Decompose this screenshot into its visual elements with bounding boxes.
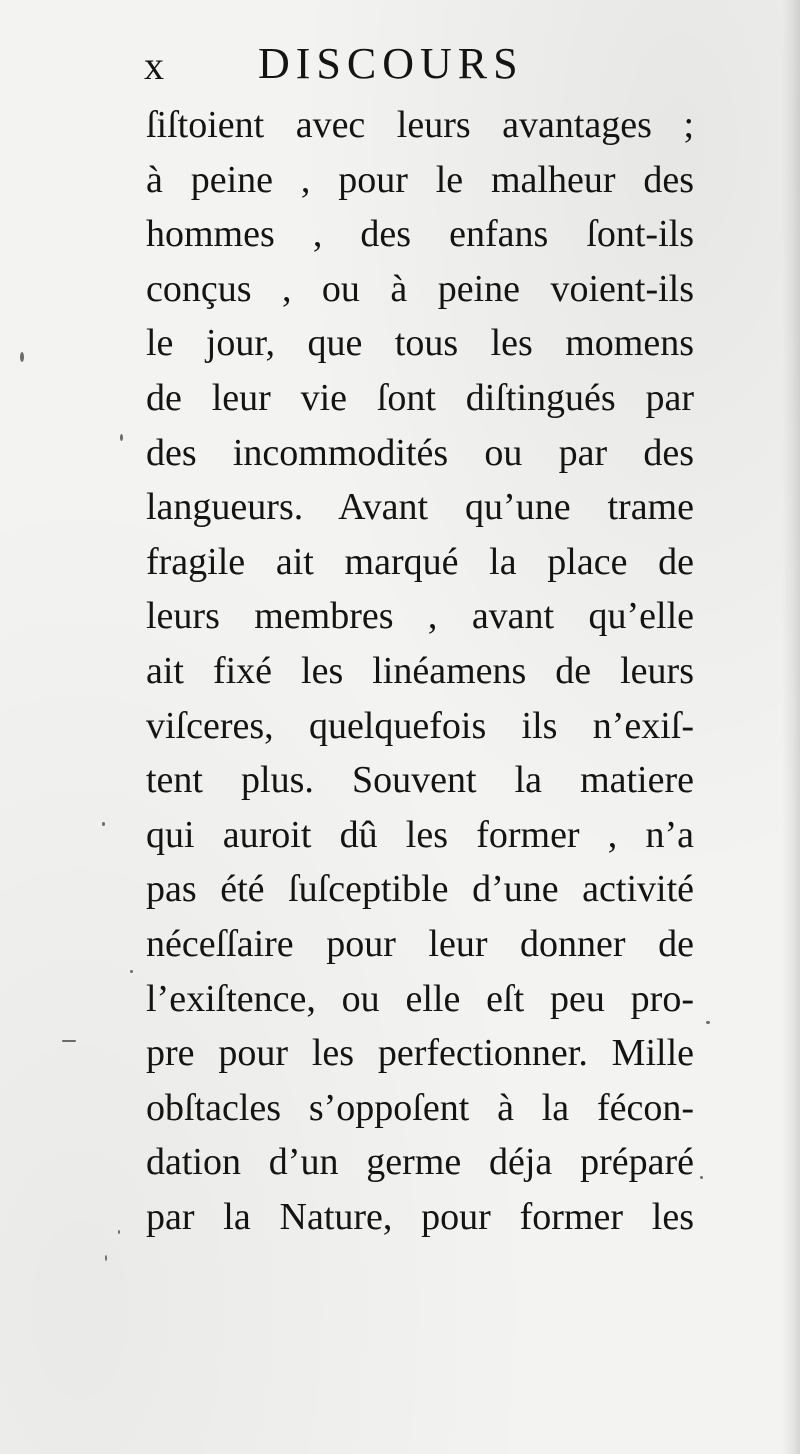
text-line: par la Nature, pour former les <box>146 1195 694 1238</box>
text-line: néceſſaire pour leur donner de <box>146 922 694 965</box>
text-line: l’exiſtence, ou elle eſt peu pro- <box>146 977 694 1020</box>
text-line: obſtacles s’oppoſent à la fécon- <box>146 1086 694 1129</box>
paper-speck <box>62 1040 76 1042</box>
text-line: hommes , des enfans ſont-ils <box>146 213 694 256</box>
paper-speck <box>20 352 24 362</box>
body-text <box>146 98 694 1244</box>
paper-speck <box>105 1255 107 1261</box>
paper-speck <box>130 970 133 973</box>
page-edge-shadow <box>782 0 800 1454</box>
running-head: DISCOURS <box>258 39 524 88</box>
text-line: pas été ſuſceptible d’une activité <box>146 868 694 911</box>
text-line: qui auroit dû les former , n’a <box>146 813 694 856</box>
page-number: x <box>144 43 165 88</box>
paper-speck <box>700 1176 703 1179</box>
paper-speck <box>706 1021 710 1024</box>
text-line: de leur vie ſont diſtingués par <box>146 376 694 419</box>
text-line: le jour, que tous les momens <box>146 322 694 365</box>
text-line: dation d’un germe déja préparé <box>146 1141 694 1184</box>
text-line: ait fixé les linéamens de leurs <box>146 649 694 692</box>
text-line: à peine , pour le malheur des <box>146 158 694 201</box>
text-line: tent plus. Souvent la matiere <box>146 759 694 802</box>
paper-speck <box>118 1230 120 1234</box>
text-line: viſceres, quelquefois ils n’exiſ- <box>146 704 694 747</box>
text-line: ſiſtoient avec leurs avantages ; <box>146 104 694 146</box>
text-line: leurs membres , avant qu’elle <box>146 595 694 638</box>
text-line: des incommodités ou par des <box>146 431 694 474</box>
text-line: langueurs. Avant qu’une trame <box>146 486 694 529</box>
paper-speck <box>120 434 123 441</box>
text-line: fragile ait marqué la place de <box>146 540 694 583</box>
paper-speck <box>102 822 105 826</box>
text-line: pre pour les perfectionner. Mille <box>146 1032 694 1075</box>
text-line: conçus , ou à peine voient-ils <box>146 267 694 310</box>
